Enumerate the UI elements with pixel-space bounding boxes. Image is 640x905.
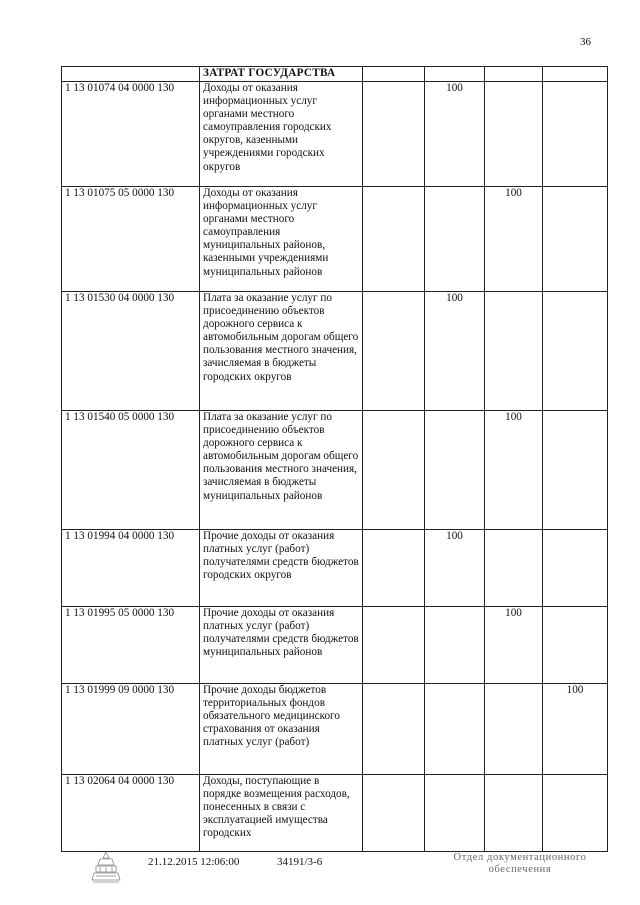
value-cell [485,684,543,775]
value-cell [425,607,485,684]
row-code: 1 13 01075 05 0000 130 [62,187,200,292]
table-row [62,775,608,852]
empty-cell [363,411,425,530]
header-title-cell [200,67,363,82]
table-row [62,292,608,411]
value-cell [543,411,608,530]
empty-cell [363,292,425,411]
value-cell [543,292,608,411]
value-cell [425,187,485,292]
value-cell [543,187,608,292]
empty-cell [363,530,425,607]
value-cell [425,775,485,852]
value-cell: 100 [425,292,485,411]
value-cell: 100 [485,187,543,292]
footer-reference: 34191/3-6 [277,856,323,868]
empty-cell [363,775,425,852]
table-row [62,530,608,607]
header-title: ЗАТРАТ ГОСУДАРСТВА [203,67,336,79]
footer-department-line: Отдел документационного [453,852,587,863]
empty-cell [363,684,425,775]
value-cell [425,684,485,775]
value-cell [485,82,543,187]
header-empty-cell [425,67,485,82]
value-cell: 100 [485,607,543,684]
row-name: Плата за оказание услуг по присоединению объектов дорожного сервиса к автомобильным дорогам общего пользования местного значения, зачисляемая в бюджеты муниципальных районов [200,411,363,530]
value-cell [543,775,608,852]
value-cell [543,82,608,187]
table-header-row [62,67,608,82]
row-name: Прочие доходы от оказания платных услуг (работ) получателями средств бюджетов городских округов [200,530,363,607]
header-empty-cell [485,67,543,82]
row-name: Доходы от оказания информационных услуг органами местного самоуправления городских округов, казенными учреждениями городских округов [200,82,363,187]
row-name: Доходы, поступающие в порядке возмещения расходов, понесенных в связи с эксплуатацией имущества городских [200,775,363,852]
revenue-table [61,66,608,852]
emblem-stamp-icon [90,850,122,884]
row-name: Доходы от оказания информационных услуг органами местного самоуправления муниципальных районов, казенными учреждениями муниципальных районов [200,187,363,292]
page-number: 36 [580,36,591,48]
value-cell [485,775,543,852]
value-cell [543,530,608,607]
table-row [62,607,608,684]
footer-department-line: обеспечения [488,864,552,875]
table-row [62,684,608,775]
row-code: 1 13 01540 05 0000 130 [62,411,200,530]
empty-cell [363,607,425,684]
row-code: 1 13 01074 04 0000 130 [62,82,200,187]
value-cell [425,411,485,530]
empty-cell [363,187,425,292]
row-code: 1 13 01995 05 0000 130 [62,607,200,684]
value-cell: 100 [425,530,485,607]
row-name: Прочие доходы бюджетов территориальных фондов обязательного медицинского страхования от оказания платных услуг (работ) [200,684,363,775]
value-cell: 100 [485,411,543,530]
empty-cell [363,82,425,187]
header-code-cell [62,67,200,82]
value-cell: 100 [543,684,608,775]
row-code: 1 13 01530 04 0000 130 [62,292,200,411]
value-cell [485,530,543,607]
row-code: 1 13 02064 04 0000 130 [62,775,200,852]
table-row [62,187,608,292]
row-name: Плата за оказание услуг по присоединению объектов дорожного сервиса к автомобильным дорогам общего пользования местного значения, зачисляемая в бюджеты городских округов [200,292,363,411]
value-cell: 100 [425,82,485,187]
table-row [62,82,608,187]
footer-datetime: 21.12.2015 12:06:00 [148,856,240,868]
value-cell [543,607,608,684]
table-row [62,411,608,530]
footer-department [440,852,600,876]
header-empty-cell [363,67,425,82]
header-empty-cell [543,67,608,82]
value-cell [485,292,543,411]
row-name: Прочие доходы от оказания платных услуг (работ) получателями средств бюджетов муниципальных районов [200,607,363,684]
row-code: 1 13 01999 09 0000 130 [62,684,200,775]
row-code: 1 13 01994 04 0000 130 [62,530,200,607]
